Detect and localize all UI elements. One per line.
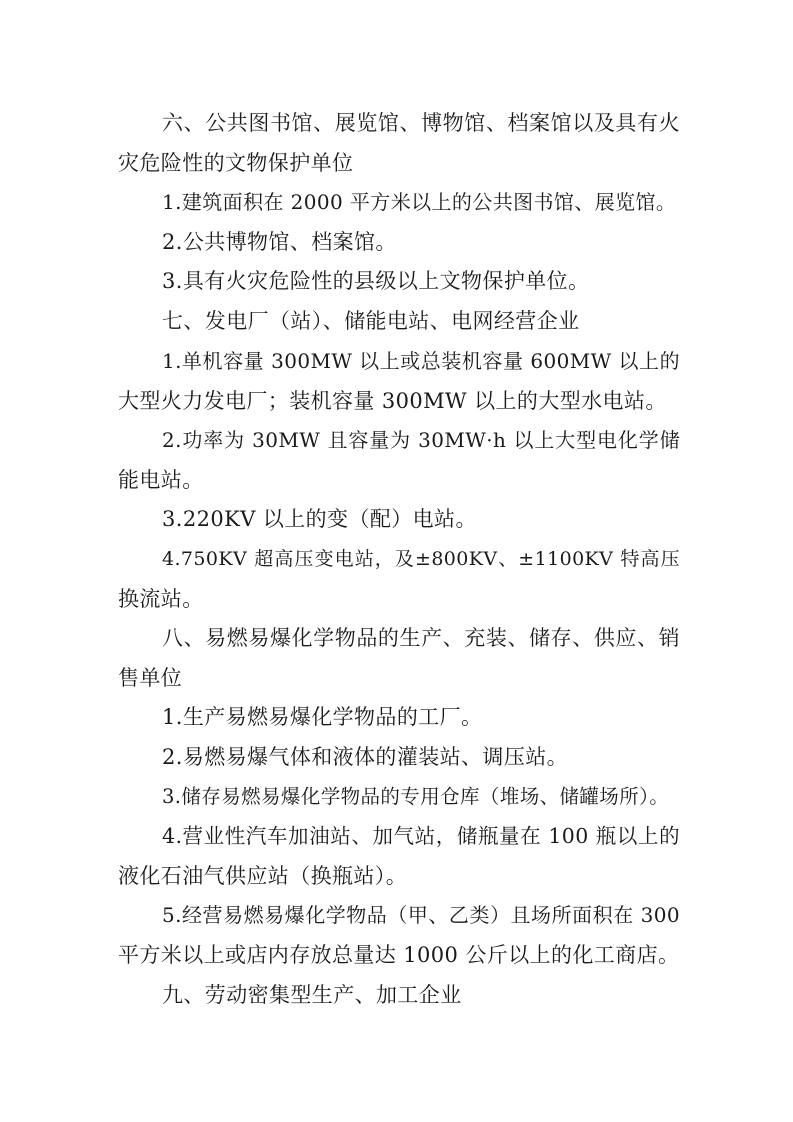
section-seven-item-2: 2.功率为 30MW 且容量为 30MW·h 以上大型电化学储 <box>162 428 680 452</box>
section-six-heading: 六、公共图书馆、展览馆、博物馆、档案馆以及具有火 <box>162 111 680 135</box>
section-six-item-3: 3.具有火灾危险性的县级以上文物保护单位。 <box>162 269 590 293</box>
section-seven-item-1-cont: 大型火力发电厂；装机容量 300MW 以上的大型水电站。 <box>118 389 667 413</box>
section-seven-item-1: 1.单机容量 300MW 以上或总装机容量 600MW 以上的 <box>162 349 680 373</box>
section-seven-heading: 七、发电厂（站）、储能电站、电网经营企业 <box>162 309 580 333</box>
section-eight-item-3: 3.储存易燃易爆化学物品的专用仓库（堆场、储罐场所）。 <box>162 785 670 808</box>
section-six-item-1: 1.建筑面积在 2000 平方米以上的公共图书馆、展览馆。 <box>162 190 677 214</box>
section-eight-item-1: 1.生产易燃易爆化学物品的工厂。 <box>162 705 483 729</box>
section-eight-item-5-cont: 平方米以上或店内存放总量达 1000 公斤以上的化工商店。 <box>118 943 680 967</box>
section-eight-item-4-cont: 液化石油气供应站（换瓶站）。 <box>118 864 408 888</box>
section-eight-item-4: 4.营业性汽车加油站、加气站，储瓶量在 100 瓶以上的 <box>162 824 680 848</box>
section-eight-heading: 八、易燃易爆化学物品的生产、充装、储存、供应、销 <box>162 626 680 650</box>
section-eight-heading-cont: 售单位 <box>118 666 183 690</box>
section-six-item-2: 2.公共博物馆、档案馆。 <box>162 230 397 254</box>
section-eight-item-5: 5.经营易燃易爆化学物品（甲、乙类）且场所面积在 300 <box>162 903 680 927</box>
section-seven-item-4-cont: 换流站。 <box>118 587 204 611</box>
section-nine-heading: 九、劳动密集型生产、加工企业 <box>162 983 462 1007</box>
section-seven-item-2-cont: 能电站。 <box>118 468 204 492</box>
section-seven-item-4: 4.750KV 超高压变电站，及±800KV、±1100KV 特高压 <box>162 548 680 570</box>
section-seven-item-3: 3.220KV 以上的变（配）电站。 <box>162 507 477 531</box>
section-six-heading-cont: 灾危险性的文物保护单位 <box>118 151 354 175</box>
section-eight-item-2: 2.易燃易爆气体和液体的灌装站、调压站。 <box>162 745 569 769</box>
